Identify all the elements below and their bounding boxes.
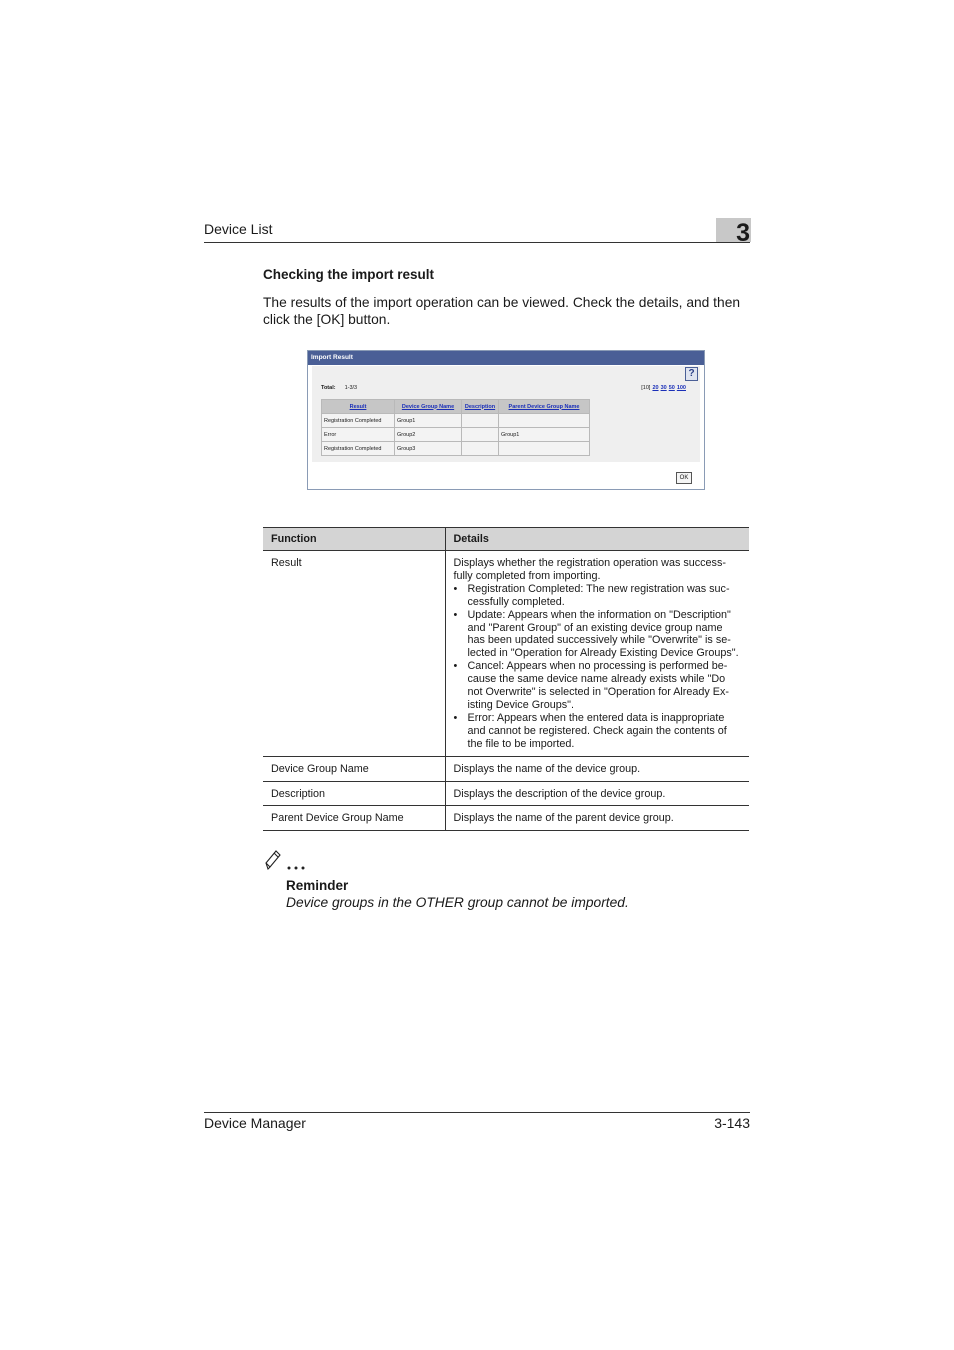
details-cell: Displays the name of the device group.: [445, 756, 749, 781]
cell-result: Registration Completed: [322, 442, 395, 456]
import-result-window: [307, 350, 705, 490]
table-row: [263, 806, 749, 831]
function-details-table: [263, 527, 749, 831]
window-content: [312, 366, 700, 462]
column-header-device-group-name[interactable]: Device Group Name: [395, 400, 462, 414]
list-item: • Update: Appears when the information on "Description" and "Parent Group" of an existing device group name has been updated successively while "Overwrite" is se-lected in "Operation for Already Existing Device Groups".: [454, 609, 742, 661]
reminder-text: Device groups in the OTHER group cannot be imported.: [286, 895, 629, 910]
page-size-link[interactable]: 50: [668, 385, 675, 391]
page-size-link[interactable]: 20: [652, 385, 659, 391]
table-row: [322, 442, 590, 456]
help-icon[interactable]: ?: [685, 367, 698, 381]
ok-button[interactable]: OK: [676, 472, 692, 484]
import-result-table: [321, 399, 590, 456]
column-header-parent-device-group-name[interactable]: Parent Device Group Name: [499, 400, 590, 414]
column-header-function: Function: [263, 528, 445, 551]
page-size-selector: [641, 385, 686, 391]
cell-device-group-name: Group2: [395, 428, 462, 442]
list-item: • Error: Appears when the entered data is inappropriate and cannot be registered. Check again the contents of the file to be imported.: [454, 712, 742, 751]
column-header-result[interactable]: Result: [322, 400, 395, 414]
function-cell: Parent Device Group Name: [263, 806, 445, 831]
cell-device-group-name: Group1: [395, 414, 462, 428]
table-row: [263, 756, 749, 781]
header-rule: [204, 242, 750, 243]
footer-title: Device Manager: [204, 1115, 306, 1131]
function-cell: Description: [263, 781, 445, 806]
table-row: [322, 414, 590, 428]
table-row: [263, 551, 749, 757]
cell-description: [462, 428, 499, 442]
result-values-list: [454, 583, 742, 751]
cell-result: Registration Completed: [322, 414, 395, 428]
cell-parent-device-group-name: Group1: [499, 428, 590, 442]
cell-result: Error: [322, 428, 395, 442]
cell-device-group-name: Group3: [395, 442, 462, 456]
column-header-description[interactable]: Description: [462, 400, 499, 414]
details-cell: Displays the name of the parent device group.: [445, 806, 749, 831]
pencil-note-icon: [263, 848, 313, 872]
details-intro: Displays whether the registration operation was success-fully completed from importing.: [453, 557, 726, 582]
list-item: • Registration Completed: The new registration was suc-cessfully completed.: [454, 583, 742, 609]
cell-parent-device-group-name: [499, 414, 590, 428]
footer-rule: [204, 1112, 750, 1113]
total-label: Total:: [321, 385, 336, 391]
cell-description: [462, 442, 499, 456]
table-header-row: [322, 400, 590, 414]
page-size-current: [10]: [641, 385, 651, 391]
intro-paragraph: The results of the import operation can be viewed. Check the details, and then click the [OK] button.: [263, 295, 741, 327]
reminder-title: Reminder: [286, 878, 349, 893]
total-count: [321, 385, 357, 391]
chapter-number: 3: [736, 219, 750, 247]
running-header-title: Device List: [204, 221, 273, 237]
table-row: [263, 781, 749, 806]
list-item: • Cancel: Appears when no processing is performed be-cause the same device name already exists while "Do not Overwrite" is selected in "Operation for Already Ex-isting Device Groups".: [454, 660, 742, 712]
details-cell: [445, 551, 749, 757]
page-number: 3-143: [714, 1115, 750, 1131]
window-title-bar: Import Result: [308, 351, 704, 365]
details-cell: Displays the description of the device group.: [445, 781, 749, 806]
page-size-link[interactable]: 100: [676, 385, 686, 391]
total-value: 1-3/3: [344, 385, 358, 391]
function-cell: Device Group Name: [263, 756, 445, 781]
function-cell: Result: [263, 551, 445, 757]
page-size-link[interactable]: 30: [660, 385, 667, 391]
table-header-row: [263, 528, 749, 551]
cell-parent-device-group-name: [499, 442, 590, 456]
section-title: Checking the import result: [263, 267, 435, 282]
cell-description: [462, 414, 499, 428]
column-header-details: Details: [445, 528, 749, 551]
table-row: [322, 428, 590, 442]
